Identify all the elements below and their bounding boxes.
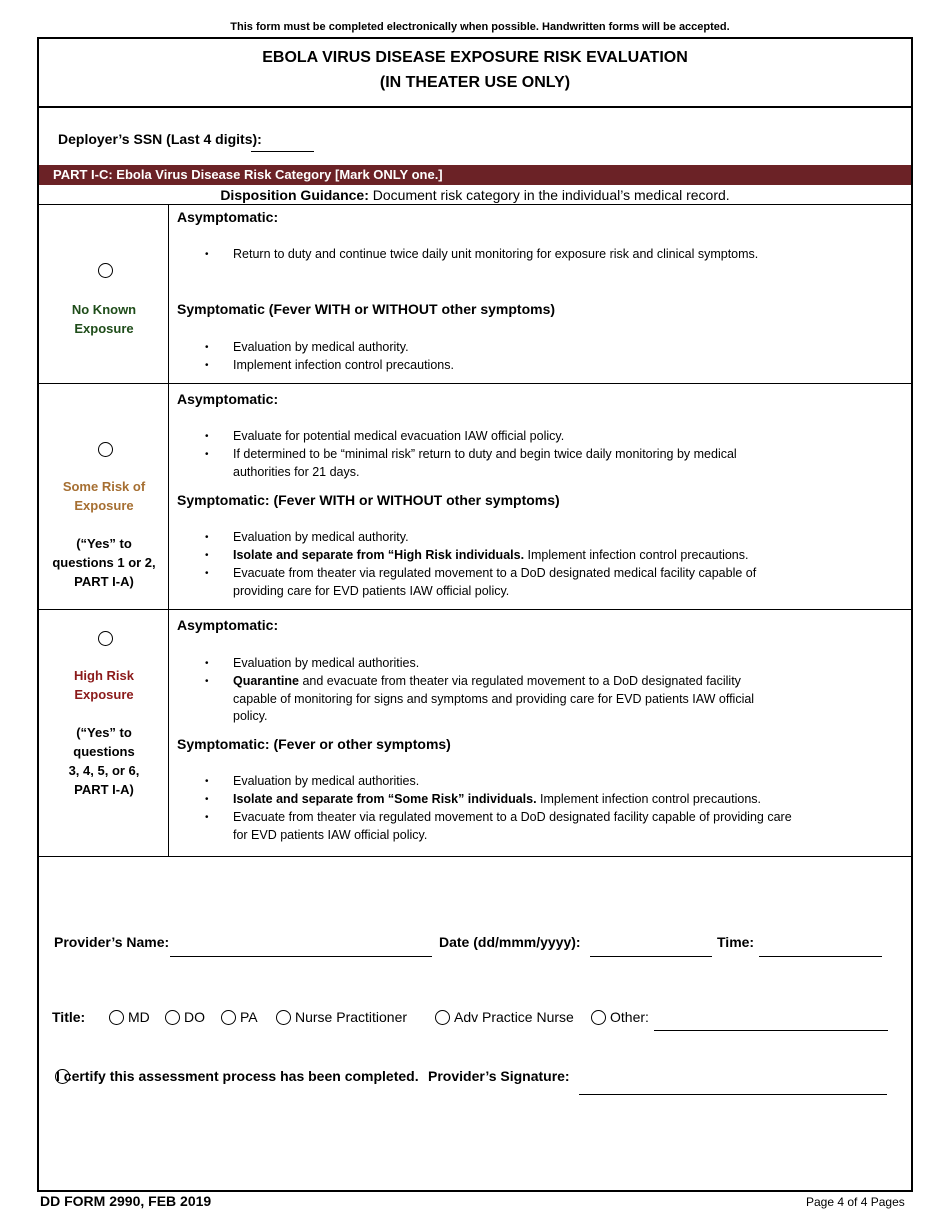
time-input[interactable] [759,956,882,957]
condition-line: PART I-A) [74,782,134,797]
category-name-line: Exposure [74,498,134,513]
option-label: PA [240,1009,258,1025]
form-subtitle: (IN THEATER USE ONLY) [379,74,571,91]
radio-circle[interactable] [109,1010,124,1025]
list-item: • Evaluation by medical authority. [233,339,793,357]
option-label: DO [184,1009,205,1025]
category-row-some-risk [39,384,911,610]
radio-circle[interactable] [221,1010,236,1025]
top-note: This form must be completed electronically when possible. Handwritten forms will be accepted. [230,21,730,33]
condition-line: 3, 4, 5, or 6, [68,763,140,778]
item-text: Implement infection control precautions. [536,792,761,806]
title-option-do[interactable] [165,1009,205,1025]
condition-line: PART I-A) [74,574,134,589]
option-label: Other: [610,1009,649,1025]
radio-circle[interactable] [435,1010,450,1025]
option-label: Adv Practice Nurse [454,1009,574,1025]
emphasis: Isolate and separate from “High Risk individuals. [233,548,525,562]
part-header: PART I-C: Ebola Virus Disease Risk Category [Mark ONLY one.] [39,165,911,185]
category-condition [39,534,169,591]
ssn-input[interactable] [251,151,314,152]
list-item: • Evaluation by medical authorities. [233,655,793,673]
title-option-md[interactable] [109,1009,150,1025]
title-option-adv-practice-nurse[interactable] [435,1009,574,1025]
ssn-label: Deployer’s SSN (Last 4 digits): [58,131,262,147]
no-known-exposure-radio[interactable] [98,263,113,278]
list-item: • If determined to be “minimal risk” return to duty and begin twice daily monitoring by medical authorities for 21 days. [233,446,793,481]
list-item: • Evaluation by medical authorities. [233,773,793,791]
list-item [233,547,793,565]
emphasis: Isolate and separate from “Some Risk” individuals. [233,792,537,806]
symptomatic-heading: Symptomatic: (Fever or other symptoms) [177,736,451,752]
list-item: • Evacuate from theater via regulated movement to a DoD designated medical facility capable of providing care for EVD patients IAW official policy. [233,565,793,600]
time-label: Time: [717,934,755,950]
guidance-cell [169,384,911,609]
category-cell [39,205,169,383]
category-name [39,300,169,338]
item-text: and evacuate from theater via regulated movement to a DoD designated facility capable of monitoring for signs and symptoms and providing care for EVD patients IAW official policy. [233,674,755,723]
category-row-high-risk [39,610,911,857]
asymptomatic-heading: Asymptomatic: [177,617,279,633]
condition-line: questions [73,744,135,759]
guidance-cell [169,610,911,856]
condition-line: questions 1 or 2, [52,555,156,570]
title-label: Title: [52,1009,86,1025]
form-title: EBOLA VIRUS DISEASE EXPOSURE RISK EVALUATION [262,49,688,66]
asymptomatic-heading: Asymptomatic: [177,391,279,407]
disposition-text: Document risk category in the individual’s medical record. [372,187,730,203]
date-label: Date (dd/mmm/yyyy): [439,934,581,950]
category-name [39,477,169,515]
list-item: • Evaluate for potential medical evacuation IAW official policy. [233,428,793,446]
radio-circle[interactable] [591,1010,606,1025]
provider-name-label: Provider’s Name: [54,934,170,950]
category-name [39,666,169,704]
signature-input[interactable] [579,1094,887,1095]
title-option-pa[interactable] [221,1009,258,1025]
signature-label: Provider’s Signature: [428,1068,570,1084]
category-name-line: Exposure [74,321,134,336]
list-item: • Evaluation by medical authority. [233,529,793,547]
radio-circle[interactable] [276,1010,291,1025]
disposition-guidance [39,185,911,205]
symptomatic-heading: Symptomatic: (Fever WITH or WITHOUT other symptoms) [177,492,560,508]
list-item: • Implement infection control precautions. [233,357,793,375]
form-id: DD FORM 2990, FEB 2019 [40,1193,212,1209]
category-row-no-known [39,205,911,384]
title-option-other[interactable] [591,1009,649,1025]
certify-label: I certify this assessment process has been completed. [56,1068,419,1084]
list-item: • Return to duty and continue twice daily unit monitoring for exposure risk and clinical symptoms. [233,246,793,264]
symptomatic-heading: Symptomatic (Fever WITH or WITHOUT other symptoms) [177,301,556,317]
condition-line: (“Yes” to [76,536,132,551]
category-name-line: Exposure [74,687,134,702]
option-label: MD [128,1009,150,1025]
some-risk-radio[interactable] [98,442,113,457]
guidance-cell [169,205,911,383]
page-number: Page 4 of 4 Pages [806,1195,905,1209]
high-risk-radio[interactable] [98,631,113,646]
other-title-input[interactable] [654,1030,888,1031]
disposition-label: Disposition Guidance: [220,187,369,203]
list-item [233,673,788,726]
category-name-line: No Known [71,302,137,317]
category-cell [39,610,169,856]
form-frame [37,37,913,1192]
category-condition [39,723,169,799]
category-name-line: Some Risk of [62,479,146,494]
asymptomatic-heading: Asymptomatic: [177,209,279,225]
list-item [233,791,793,809]
emphasis: Quarantine [233,674,299,688]
radio-circle[interactable] [165,1010,180,1025]
item-text: Implement infection control precautions. [524,548,749,562]
title-option-nurse-practitioner[interactable] [276,1009,407,1025]
provider-name-input[interactable] [170,956,432,957]
condition-line: (“Yes” to [76,725,132,740]
option-label: Nurse Practitioner [295,1009,408,1025]
category-name-line: High Risk [74,668,134,683]
list-item: • Evacuate from theater via regulated movement to a DoD designated facility capable of providing care for EVD patients IAW official policy. [233,809,793,844]
date-input[interactable] [590,956,712,957]
category-cell [39,384,169,609]
title-box [39,39,911,108]
